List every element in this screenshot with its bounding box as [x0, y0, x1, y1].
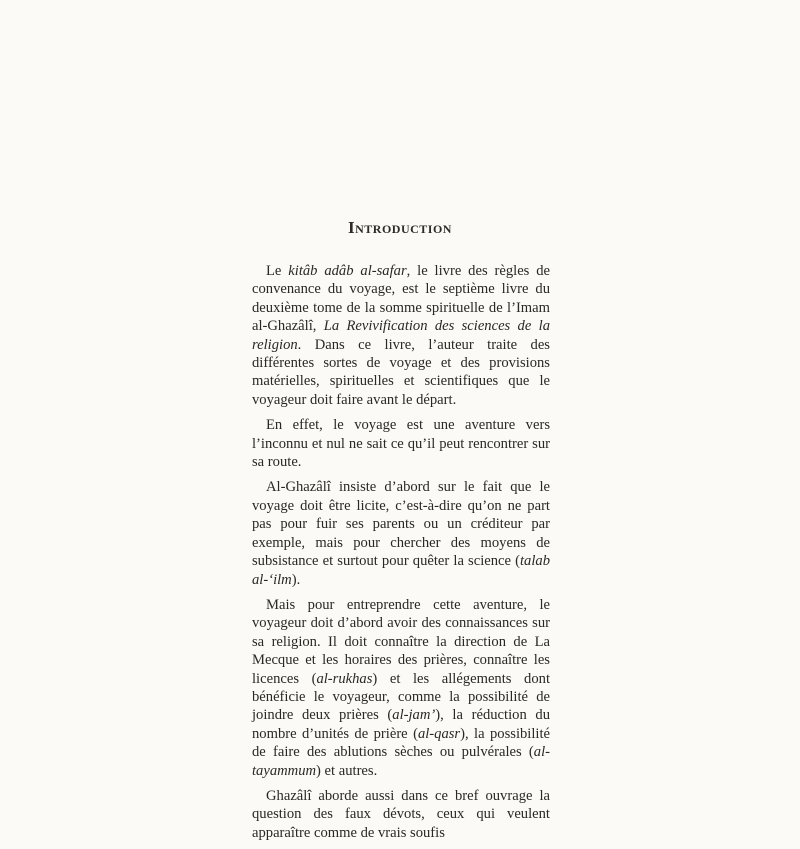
italic-run: al-rukhas — [316, 670, 373, 687]
text-run: En effet, le voyage est une aventure vers l’inconnu et nul ne sait ce qu’il peut rencontrer sur sa route. — [252, 417, 550, 471]
text-run: ), la réduction du nombre d’unités de prière ( — [252, 707, 550, 742]
italic-run: talab al-‘ilm — [252, 553, 550, 588]
text-run: Al-Ghazâlî insiste d’abord sur le fait que le voyage doit être licite, c’est-à-dire qu’on ne part pas pour fuir ses parents ou un créditeur par exemple, mais pour chercher des moyens de subsistance et surtout pour quêter la science ( — [252, 479, 550, 570]
text-run: ), la possibilité de faire des ablutions sèches ou pulvérales ( — [252, 725, 550, 761]
paragraph-3 — [252, 478, 550, 588]
text-run: Mais pour entreprendre cette aventure, le voyageur doit d’abord avoir des connaissances sur sa religion. Il doit connaître la direction de La Mecque et les horaires des prières, connaître les licences ( — [252, 596, 550, 687]
paragraph-5 — [252, 787, 550, 842]
text-run: ). — [291, 571, 301, 588]
text-run: , le livre des règles de convenance du voyage, est le septième livre du deuxième tome de la somme spirituelle de l’Imam al-Ghazâlî, — [252, 263, 550, 335]
text-run: ) et autres. — [316, 762, 378, 779]
text-run: ) et les allégements dont bénéficie le voyageur, comme la possibilité de joindre deux prières ( — [252, 670, 550, 724]
italic-run: La Revivification des sciences de la religion — [252, 318, 550, 353]
text-run: Le — [266, 263, 289, 279]
body-text — [252, 262, 550, 849]
paragraph-1 — [252, 262, 550, 409]
italic-run: al-qasr — [417, 725, 461, 742]
text-run: Ghazâlî aborde aussi dans ce bref ouvrage la question des faux dévots, ceux qui veulent apparaître comme de vrais soufis — [252, 787, 550, 841]
paragraph-4 — [252, 596, 550, 780]
paragraph-2 — [252, 416, 550, 471]
text-run: . Dans ce livre, l’auteur traite des différentes sortes de voyage et des provisions matérielles, spirituelles et scientifiques que le voyageur doit faire avant le départ. — [252, 336, 550, 408]
italic-run: kitâb adâb al-safar — [288, 263, 407, 279]
italic-run: al-tayammum — [252, 744, 550, 779]
italic-run: al-jam’ — [392, 707, 436, 724]
chapter-heading: Introduction — [348, 218, 452, 237]
